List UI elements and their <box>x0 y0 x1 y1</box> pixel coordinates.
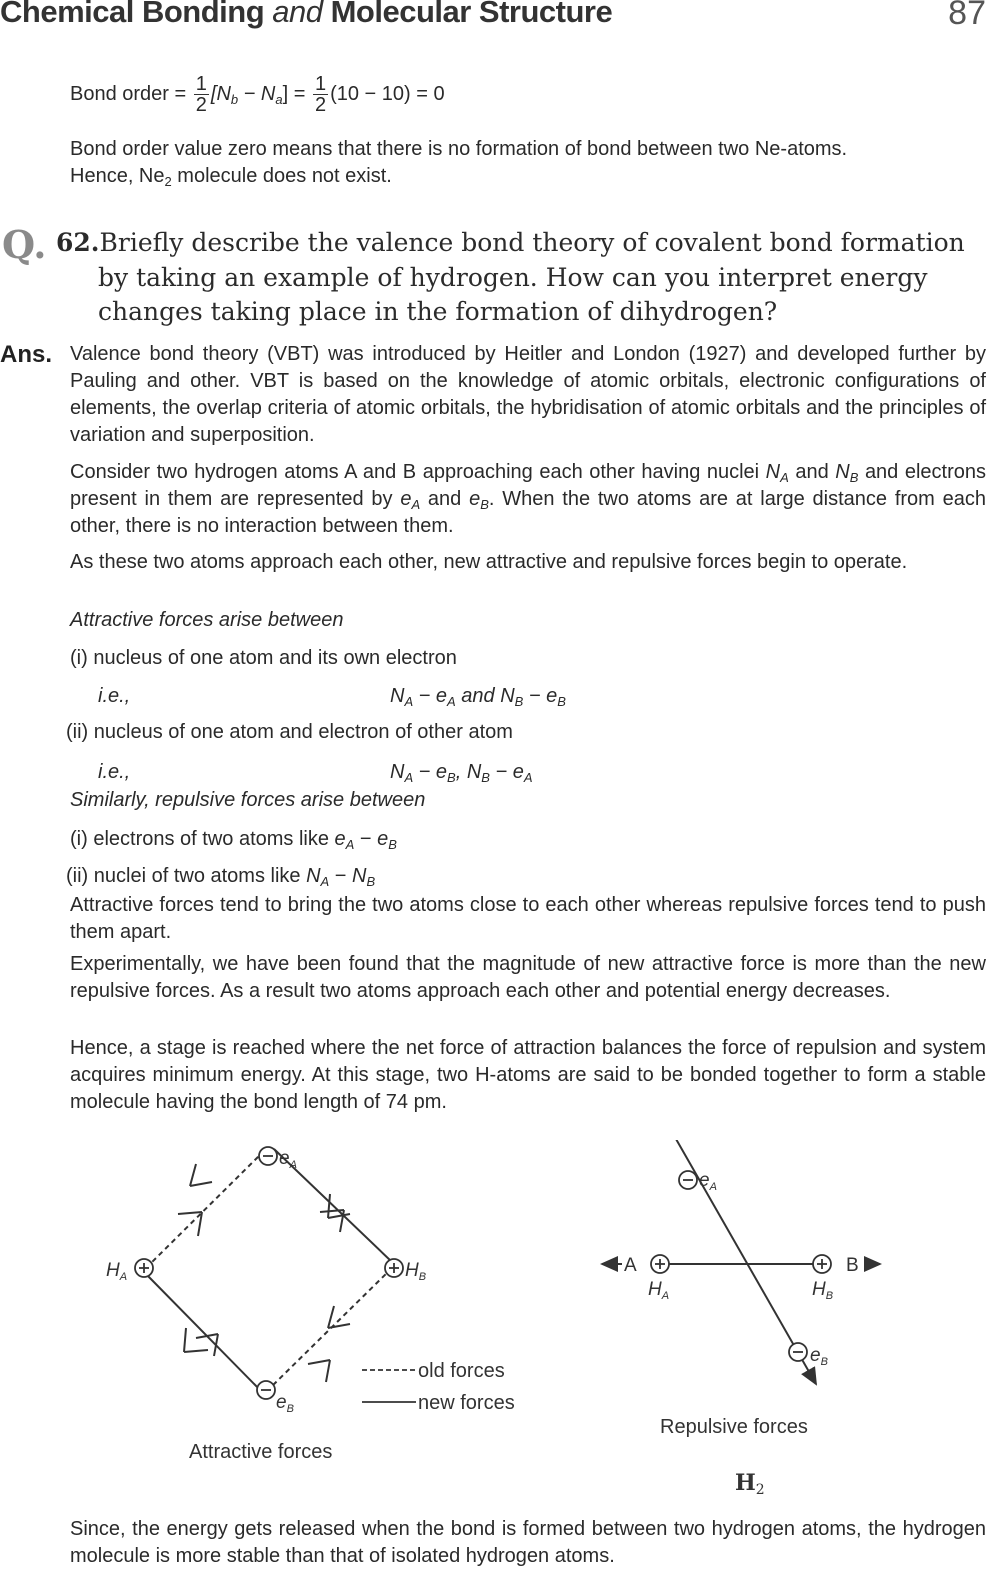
ne2-line2a: Hence, Ne <box>70 165 165 187</box>
h2-label <box>735 1470 765 1496</box>
arrow-head-3 <box>328 1194 350 1218</box>
page-number: 87 <box>948 0 986 32</box>
label-HA-right: $H_A$ <box>648 1279 670 1302</box>
chapter-title <box>0 0 612 30</box>
question-text <box>56 226 986 330</box>
title-and: and <box>272 0 323 29</box>
old-force-line-1 <box>146 1149 266 1268</box>
attr-item-i: (i) nucleus of one atom and its own electron <box>70 647 457 669</box>
bond-order-result: (10 − 10) = 0 <box>330 82 445 105</box>
bracket-nb: [N <box>210 82 231 105</box>
answer-p4: Attractive forces tend to bring the two atoms close to each other whereas repulsive forces tend to push them apart. <box>70 894 986 943</box>
arrow-head-2 <box>190 1164 212 1186</box>
repulsive-caption: Repulsive forces <box>660 1416 808 1438</box>
h2-letter: H <box>735 1470 756 1496</box>
question-number: 62. <box>56 228 100 257</box>
attractive-heading: Attractive forces arise between <box>70 609 344 631</box>
answer-p7: Since, the energy gets released when the bond is formed between two hydrogen atoms, the hydrogen molecule is more stable than that of isolated hydrogen atoms. <box>70 1518 986 1567</box>
ne2-line2b: molecule does not exist. <box>171 165 392 187</box>
label-HA-left: $H_A$ <box>106 1260 128 1283</box>
ie-2: i.e., <box>98 761 131 783</box>
nb-sub: b <box>230 91 239 107</box>
arrow-head-8 <box>328 1306 350 1328</box>
label-HB-right: $H_B$ <box>812 1279 834 1302</box>
attractive-diagram <box>146 1149 392 1392</box>
legend-old-text: old forces <box>418 1360 505 1382</box>
frac-den-2: 2 <box>314 94 327 116</box>
force-diagram <box>0 1140 1000 1470</box>
h2-sub: 2 <box>755 1482 765 1498</box>
ne2-line2 <box>70 163 986 190</box>
repulsive-diagram <box>602 1140 880 1384</box>
rep-item-ii: (ii) nuclei of two atoms like $N_A - N_B$ <box>66 865 376 889</box>
arrow-head-5 <box>184 1328 208 1352</box>
q-line1: Briefly describe the valence bond theory of covalent bond formation <box>99 228 965 257</box>
arrow-head-7 <box>308 1360 330 1382</box>
label-eB-right: $e_B$ <box>810 1345 828 1368</box>
minus-na: − N <box>238 82 276 105</box>
label-eA-left: $e_A$ <box>279 1148 297 1171</box>
attractive-caption: Attractive forces <box>189 1441 333 1463</box>
ne2-paragraph <box>70 136 986 190</box>
na-sub: a <box>275 91 283 107</box>
fraction-half <box>194 74 209 115</box>
new-force-line-2 <box>146 1274 262 1392</box>
frac-den: 2 <box>195 94 207 116</box>
answer-p2: Consider two hydrogen atoms A and B approaching each other having nuclei $N_A$ and $N_B$ and electrons present in them are represented by $e_A$ and $e_B$. When the two atoms are at large distance from each other, there is no interaction between them. <box>70 461 987 537</box>
label-A-arrow: A <box>624 1255 637 1276</box>
frac-num: 1 <box>195 73 207 95</box>
legend-new-text: new forces <box>418 1392 515 1414</box>
question-line1 <box>56 226 986 261</box>
bond-order-label: Bond order = <box>70 82 187 105</box>
bond-order-equation <box>70 74 445 115</box>
q-line2: by taking an example of hydrogen. How can you interpret energy <box>98 262 928 292</box>
label-eB-left: $e_B$ <box>276 1392 294 1415</box>
fraction-half-2 <box>313 74 328 115</box>
title-part2: Molecular Structure <box>322 0 613 29</box>
answer-p6: Hence, a stage is reached where the net force of attraction balances the force of repulsion and system acquires minimum energy. At this stage, two H-atoms are said to be bonded together to form a stable molecule having the bond length of 74 pm. <box>70 1037 986 1113</box>
rep-item-i: (i) electrons of two atoms like $e_A - e_B$ <box>70 828 397 852</box>
attr-item-ii: (ii) nucleus of one atom and electron of other atom <box>66 721 513 743</box>
answer-p5: Experimentally, we have been found that the magnitude of new attractive force is more than the new repulsive forces. As a result two atoms approach each other and potential energy decreases. <box>70 953 986 1002</box>
attr-ii-equation: $N_A - e_B$, $N_B - e_A$ <box>390 761 533 785</box>
frac-num-2: 1 <box>314 73 327 95</box>
ie-1: i.e., <box>98 685 131 707</box>
label-eA-right: $e_A$ <box>699 1170 717 1193</box>
answer-label: Ans. <box>0 341 53 368</box>
q-line3: changes taking place in the formation of dihydrogen? <box>98 297 778 326</box>
label-HB-left: $H_B$ <box>405 1260 427 1283</box>
attr-i-equation: $N_A - e_A$ and $N_B - e_B$ <box>390 685 566 709</box>
answer-p3: As these two atoms approach each other, new attractive and repulsive forces begin to operate. <box>70 551 908 573</box>
bracket-close: ] = <box>282 82 306 105</box>
ne2-sub: 2 <box>164 174 172 189</box>
question-mark: Q. <box>2 222 47 267</box>
title-part1: Chemical Bonding <box>0 0 273 29</box>
answer-p1: Valence bond theory (VBT) was introduced by Heitler and London (1927) and developed further by Pauling and other. VBT is based on the knowledge of atomic orbitals, electronic configurations of elements, the overlap criteria of atomic orbitals, the hybridisation of atomic orbitals and the principles of variation and superposition. <box>70 343 986 446</box>
old-force-line-2 <box>266 1268 392 1392</box>
ne2-line1: Bond order value zero means that there is no formation of bond between two Ne-atoms. <box>70 138 848 160</box>
repulsive-heading: Similarly, repulsive forces arise between <box>70 789 426 811</box>
label-B-arrow: B <box>846 1255 859 1276</box>
